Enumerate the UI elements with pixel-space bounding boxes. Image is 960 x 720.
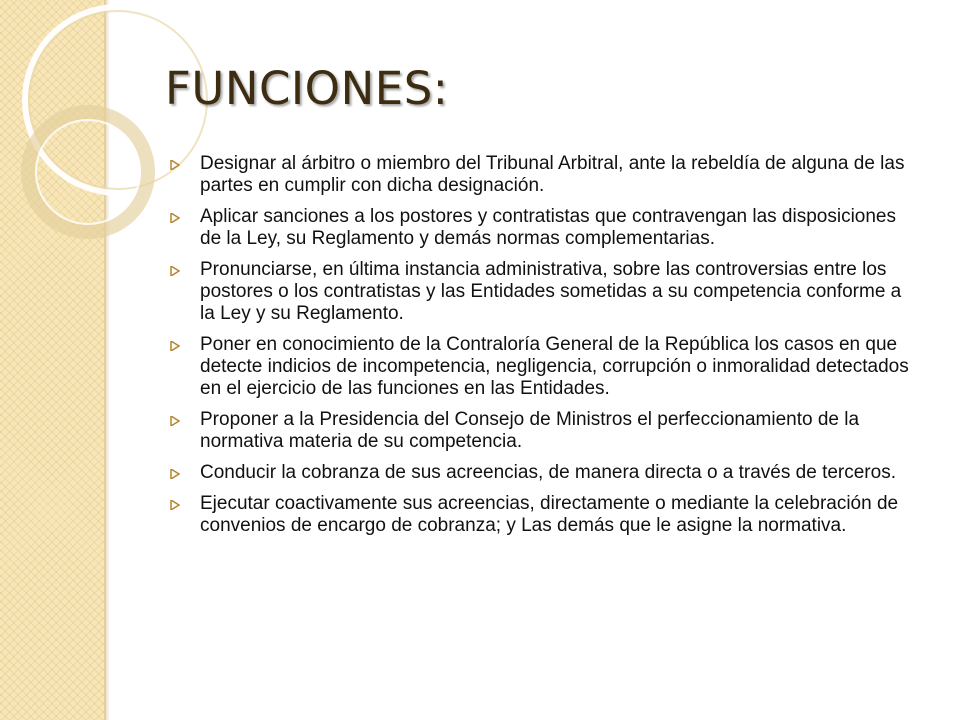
arrow-bullet-icon (170, 469, 180, 479)
bullet-item (170, 259, 910, 325)
arrow-bullet-icon (170, 500, 180, 510)
arrow-bullet-icon (170, 213, 180, 223)
bullet-list (170, 153, 910, 546)
bullet-item (170, 334, 910, 400)
arrow-bullet-icon (170, 416, 180, 426)
bullet-item (170, 493, 910, 537)
arrow-bullet-icon (170, 160, 180, 170)
arrow-bullet-icon (170, 266, 180, 276)
decorative-ring-small (28, 112, 148, 232)
bullet-item (170, 206, 910, 250)
bullet-item (170, 462, 910, 484)
bullet-text: Proponer a la Presidencia del Consejo de Ministros el perfeccionamiento de la normativa materia de su competencia. (200, 409, 860, 452)
bullet-text: Designar al árbitro o miembro del Tribunal Arbitral, ante la rebeldía de alguna de las partes en cumplir con dicha designación. (200, 153, 905, 196)
bullet-text: Aplicar sanciones a los postores y contratistas que contravengan las disposiciones de la Ley, su Reglamento y demás normas complementarias. (200, 206, 896, 249)
bullet-text: Ejecutar coactivamente sus acreencias, directamente o mediante la celebración de convenios de encargo de cobranza; y Las demás que le asigne la normativa. (200, 493, 899, 536)
bullet-item (170, 153, 910, 197)
slide-title: FUNCIONES: (165, 62, 449, 115)
bullet-text: Poner en conocimiento de la Contraloría General de la República los casos en que detecte indicios de incompetencia, negligencia, corrupción o inmoralidad detectados en el ejercicio de las funciones en las Entidades. (200, 334, 909, 399)
bullet-item (170, 409, 910, 453)
arrow-bullet-icon (170, 341, 180, 351)
decorative-ring-small-highlight (36, 120, 140, 224)
bullet-text: Conducir la cobranza de sus acreencias, de manera directa o a través de terceros. (200, 462, 896, 483)
bullet-text: Pronunciarse, en última instancia administrativa, sobre las controversias entre los postores o los contratistas y las Entidades sometidas a su competencia conforme a la Ley y su Reglamento. (200, 259, 902, 324)
